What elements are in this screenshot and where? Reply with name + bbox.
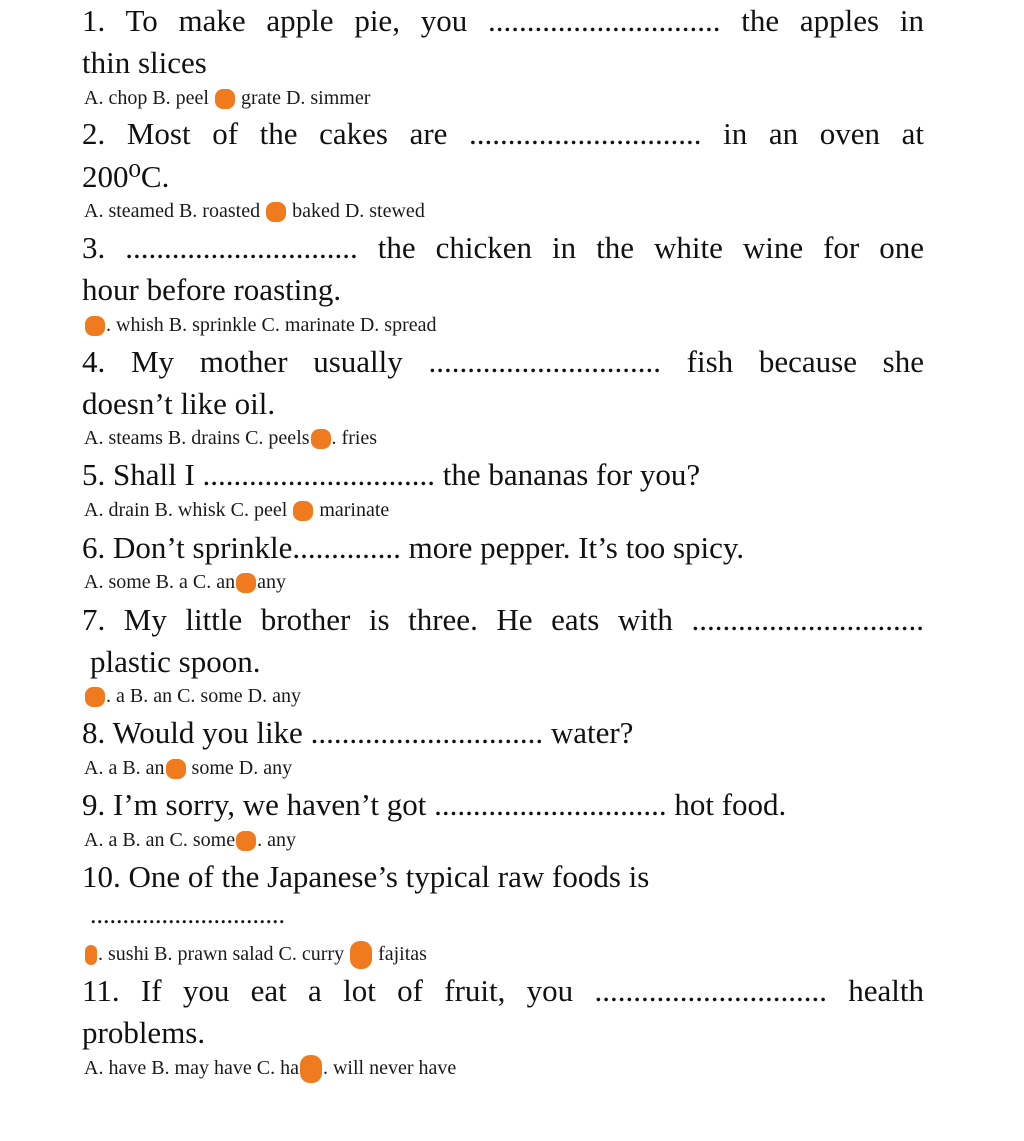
- question-3-options: [84, 312, 437, 338]
- question-1-line-1: 1. To make apple pie, you .............................. the apples in: [82, 3, 924, 38]
- options-text: . sushi B. prawn salad C. curry: [98, 943, 350, 965]
- question-9-line-1: 9. I’m sorry, we haven’t got .............................. hot food.: [82, 787, 787, 822]
- options-text: A. a B. an: [84, 757, 165, 779]
- options-text: . whish B. sprinkle C. marinate D. spread: [106, 314, 437, 336]
- options-text: grate D. simmer: [235, 87, 371, 109]
- question-11-line-1: 11. If you eat a lot of fruit, you .............................. health: [82, 973, 924, 1008]
- question-7-line-2: plastic spoon.: [90, 644, 261, 679]
- question-4-line-1: 4. My mother usually .............................. fish because she: [82, 344, 924, 379]
- question-2-options: [84, 198, 425, 224]
- answer-mark: [85, 687, 105, 707]
- answer-mark: [236, 831, 256, 851]
- options-text: any: [257, 571, 286, 593]
- options-text: A. a B. an C. some: [84, 829, 236, 851]
- question-10-options: [84, 941, 427, 969]
- answer-mark: [350, 941, 372, 969]
- question-6-line-1: 6. Don’t sprinkle.............. more pepper. It’s too spicy.: [82, 530, 745, 565]
- question-11-options: [84, 1055, 456, 1083]
- answer-mark: [300, 1055, 322, 1083]
- answer-mark: [85, 316, 105, 336]
- question-10-blank: ..............................: [90, 900, 285, 929]
- question-7-options: [84, 683, 301, 709]
- question-9-options: [84, 827, 296, 853]
- options-text: A. steams B. drains C. peels: [84, 427, 310, 449]
- question-4-line-2: doesn’t like oil.: [82, 386, 276, 421]
- options-text: . will never have: [322, 1057, 457, 1079]
- answer-mark: [215, 89, 235, 109]
- question-2-line-1: 2. Most of the cakes are .............................. in an oven at: [82, 116, 924, 151]
- answer-mark: [311, 429, 331, 449]
- question-11-line-2: problems.: [82, 1015, 206, 1050]
- question-2-line-2: 200⁰C.: [82, 159, 170, 194]
- question-6-options: [84, 569, 286, 595]
- options-text: . any: [257, 829, 296, 851]
- options-text: A. have B. may have C. ha: [84, 1057, 299, 1079]
- answer-mark: [266, 202, 286, 222]
- answer-mark: [293, 501, 313, 521]
- options-text: A. some B. a C. an: [84, 571, 236, 593]
- options-text: A. steamed B. roasted: [84, 200, 266, 222]
- options-text: A. drain B. whisk C. peel: [84, 499, 293, 521]
- options-text: some D. any: [186, 757, 293, 779]
- answer-mark: [85, 945, 97, 965]
- question-8-line-1: 8. Would you like .............................. water?: [82, 715, 634, 750]
- answer-mark: [166, 759, 186, 779]
- question-5-line-1: 5. Shall I .............................. the bananas for you?: [82, 457, 701, 492]
- question-4-options: [84, 425, 377, 451]
- question-3-line-2: hour before roasting.: [82, 272, 342, 307]
- options-text: marinate: [314, 499, 390, 521]
- options-text: . fries: [331, 427, 378, 449]
- options-text: baked D. stewed: [287, 200, 425, 222]
- question-8-options: [84, 755, 292, 781]
- question-1-line-2: thin slices: [82, 45, 207, 80]
- answer-mark: [236, 573, 256, 593]
- question-10-line-1: 10. One of the Japanese’s typical raw foods is: [82, 859, 650, 894]
- options-text: . a B. an C. some D. any: [106, 685, 301, 707]
- question-3-line-1: 3. .............................. the chicken in the white wine for one: [82, 230, 924, 265]
- question-7-line-1: 7. My little brother is three. He eats with ..............................: [82, 602, 924, 637]
- options-text: fajitas: [373, 943, 427, 965]
- options-text: A. chop B. peel: [84, 87, 214, 109]
- question-1-options: [84, 85, 370, 111]
- question-5-options: [84, 497, 389, 523]
